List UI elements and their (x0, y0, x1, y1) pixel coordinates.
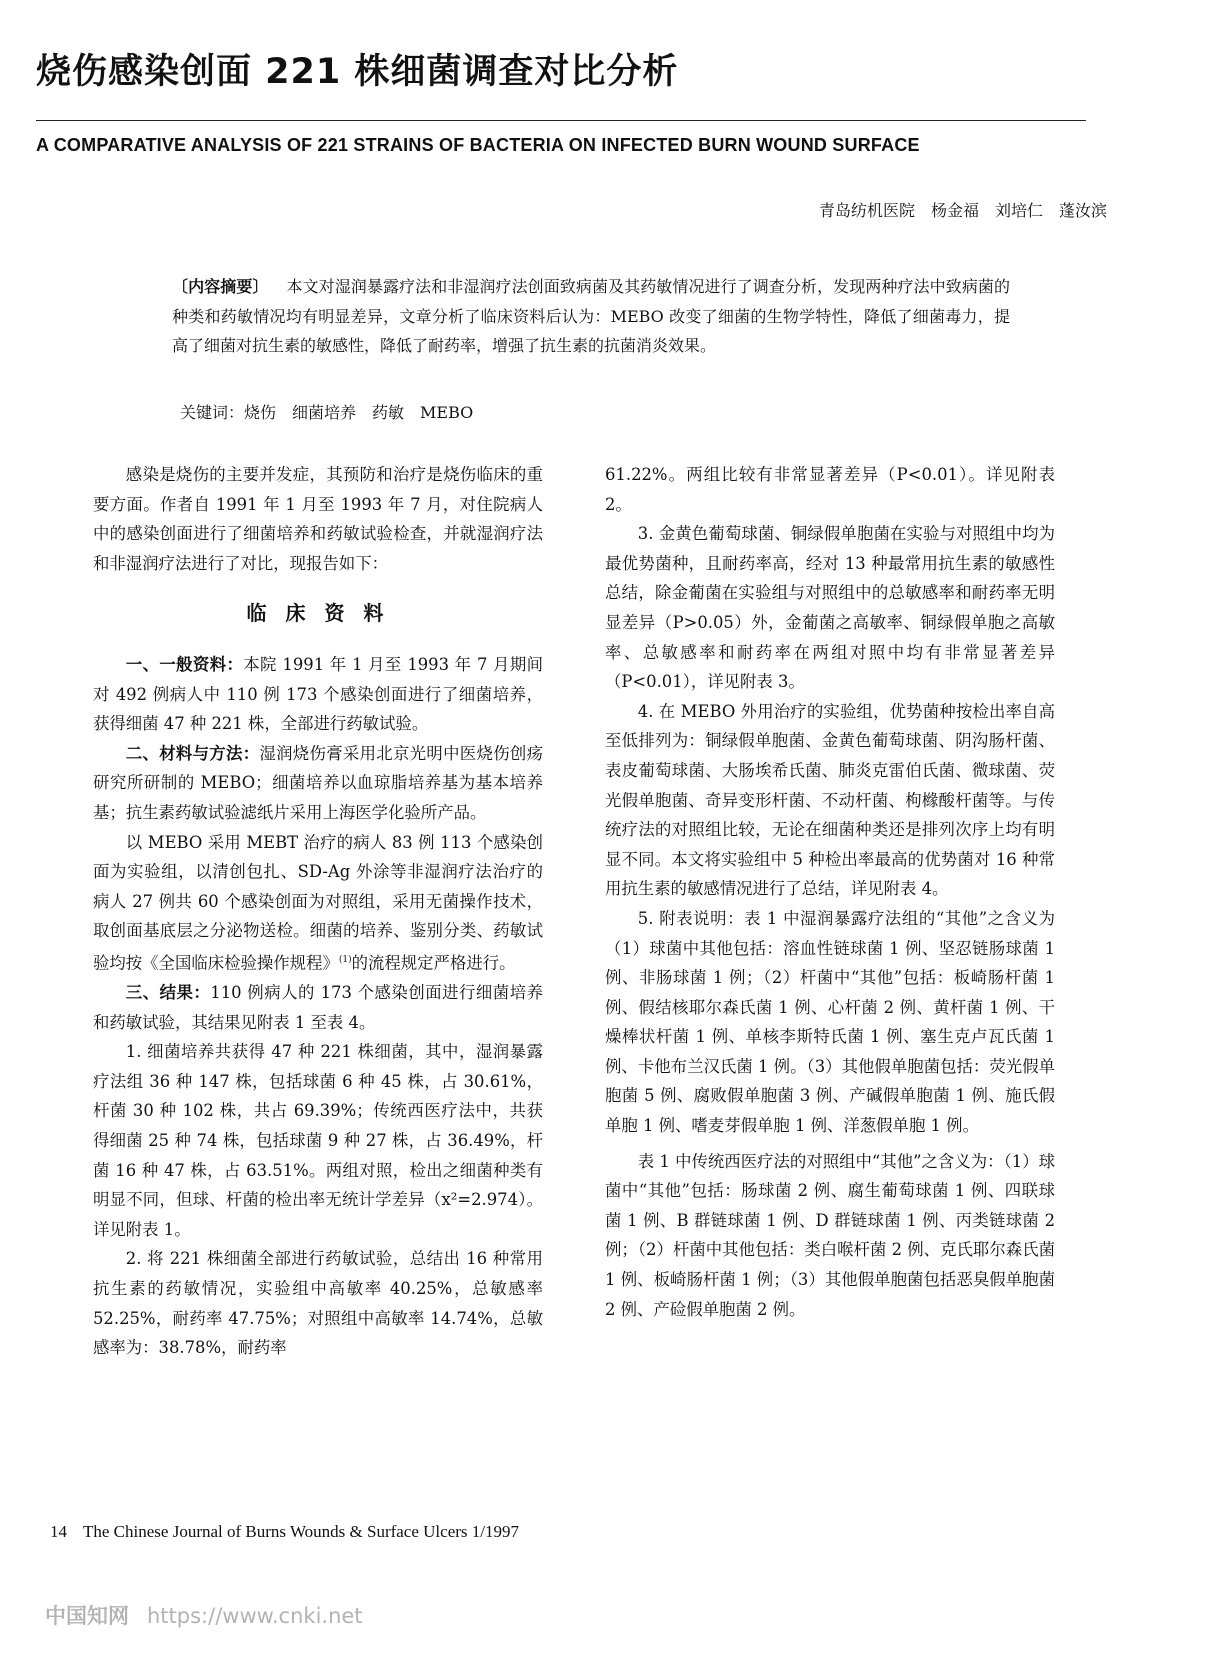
general-data-text: 本院 1991 年 1 月至 1993 年 7 月期间对 492 例病人中 110 例 173 个感染创面进行了细菌培养，获得细菌 47 种 221 株，全部进行药敏试验。 (93, 654, 543, 734)
result-4-paragraph: 4. 在 MEBO 外用治疗的实验组，优势菌种按检出率自高至低排列为：铜绿假单胞菌、金黄色葡萄球菌、阴沟肠杆菌、表皮葡萄球菌、大肠埃希氏菌、肺炎克雷伯氏菌、微球菌、荧光假单胞菌、奇异变形杆菌、不动杆菌、枸橼酸杆菌等。与传统疗法的对照组比较，无论在细菌种类还是排列次序上均有明显不同。本文将实验组中 5 种检出率最高的优势菌对 16 种常用抗生素的敏感情况进行了总结，详见附表 4。 (605, 701, 1055, 899)
methods-paragraph (93, 739, 543, 828)
groups-text: 以 MEBO 采用 MEBT 治疗的病人 83 例 113 个感染创面为实验组，以清创包扎、SD-Ag 外涂等非湿润疗法治疗的病人 27 例共 60 个感染创面为对照组，采用无菌操作技术，取创面基底层之分泌物送检。细菌的培养、鉴别分类、药敏试验均按《全国临床检验操作规程》 (93, 832, 543, 973)
methods-label: 二、材料与方法： (125, 743, 260, 763)
authors: 青岛纺机医院 杨金福 刘培仁 蓬汝滨 (818, 201, 1107, 220)
abstract (172, 272, 1010, 361)
general-data-label: 一、一般资料： (125, 654, 244, 674)
abstract-text: 本文对湿润暴露疗法和非湿润疗法创面致病菌及其药敏情况进行了调查分析，发现两种疗法中致病菌的种类和药敏情况均有明显差异，文章分析了临床资料后认为：MEBO 改变了细菌的生物学特性，降低了细菌毒力，提高了细菌对抗生素的敏感性，降低了耐药率，增强了抗生素的抗菌消炎效果。 (172, 277, 1010, 355)
section-heading: 临 床 资 料 (246, 601, 390, 626)
reference-mark: (1) (338, 954, 352, 965)
right-column (605, 460, 1055, 1324)
results-label: 三、结果： (125, 982, 211, 1002)
page-footer (50, 1522, 519, 1542)
groups-text-tail: 的流程规定严格进行。 (351, 953, 516, 973)
watermark-url: https://www.cnki.net (147, 1604, 363, 1628)
methods-text: 湿润烧伤膏采用北京光明中医烧伤创疡研究所研制的 MEBO；细菌培养以血琼脂培养基为基本培养基；抗生素药敏试验滤纸片采用上海医学化验所产品。 (93, 743, 544, 822)
results-text: 110 例病人的 173 个感染创面进行细菌培养和药敏试验，其结果见附表 1 至表 4。 (93, 982, 543, 1032)
result-2-paragraph: 2. 将 221 株细菌全部进行药敏试验，总结出 16 种常用抗生素的药敏情况，实验组中高敏率 40.25%，总敏感率 52.25%，耐药率 47.75%；对照组中高敏率 14.74%，总敏感率为：38.78%，耐药率 (93, 1249, 543, 1358)
paper-title: 烧伤感染创面 221 株细菌调查对比分析 (36, 52, 679, 92)
page-number: 14 (50, 1522, 67, 1541)
result-5-paragraph: 5. 附表说明：表 1 中湿润暴露疗法组的“其他”之含义为（1）球菌中其他包括：溶血性链球菌 1 例、坚忍链肠球菌 1 例、非肠球菌 1 例；（2）杆菌中“其他”包括：板崎肠杆菌 1 例、假结核耶尔森氏菌 1 例、心杆菌 2 例、黄杆菌 1 例、干燥棒状杆菌 1 例、单核李斯特氏菌 1 例、塞生克卢瓦氏菌 1 例、卡他布兰汉氏菌 1 例。（3）其他假单胞菌包括：荧光假单胞菌 5 例、腐败假单胞菌 3 例、产碱假单胞菌 1 例、施氏假单胞 1 例、嗜麦芽假单胞 1 例、洋葱假单胞 1 例。 (605, 908, 1055, 1136)
result-2-continuation: 61.22%。两组比较有非常显著差异（P<0.01）。详见附表 2。 (605, 465, 1055, 514)
left-column (93, 460, 543, 1363)
abstract-label: 〔内容摘要〕 (172, 277, 269, 296)
result-3-paragraph: 3. 金黄色葡萄球菌、铜绿假单胞菌在实验与对照组中均为最优势菌种，且耐药率高，经对 13 种最常用抗生素的敏感性总结，除金葡菌在实验组与对照组中的总敏感率和耐药率无明显差异（P>0.05）外，金葡菌之高敏率、铜绿假单胞之高敏率、总敏感率和耐药率在两组对照中均有非常显著差异（P<0.01），详见附表 3。 (605, 524, 1055, 692)
title-rule (36, 120, 1086, 121)
intro-paragraph: 感染是烧伤的主要并发症，其预防和治疗是烧伤临床的重要方面。作者自 1991 年 1 月至 1993 年 7 月，对住院病人中的感染创面进行了细菌培养和药敏试验检查，并就湿润疗法和非湿润疗法进行了对比，现报告如下： (93, 465, 543, 573)
keywords: 关键词：烧伤 细菌培养 药敏 MEBO (180, 403, 474, 422)
groups-paragraph (93, 828, 543, 978)
results-paragraph (93, 978, 543, 1037)
result-6-paragraph: 表 1 中传统西医疗法的对照组中“其他”之含义为：（1）球菌中“其他”包括：肠球菌 2 例、腐生葡萄球菌 1 例、四联球菌 1 例、B 群链球菌 1 例、D 群链球菌 1 例、丙类链球菌 2 例；（2）杆菌中其他包括：类白喉杆菌 2 例、克氏耶尔森氏菌 1 例、板崎肠杆菌 1 例；（3）其他假单胞菌包括恶臭假单胞菌 2 例、产硷假单胞菌 2 例。 (605, 1151, 1055, 1319)
result-1-paragraph: 1. 细菌培养共获得 47 种 221 株细菌，其中，湿润暴露疗法组 36 种 147 株，包括球菌 6 种 45 株，占 30.61%，杆菌 30 种 102 株，共占 69.39%；传统西医疗法中，共获得细菌 25 种 74 株，包括球菌 9 种 27 株，占 36.49%，杆菌 16 种 47 株，占 63.51%。两组对照，检出之细菌种类有明显不同，但球、杆菌的检出率无统计学差异（x²=2.974）。详见附表 1。 (93, 1042, 543, 1239)
general-data-paragraph (93, 650, 543, 739)
english-title: A COMPARATIVE ANALYSIS OF 221 STRAINS OF BACTERIA ON INFECTED BURN WOUND SURFACE (36, 135, 920, 155)
cnki-watermark (45, 1600, 363, 1630)
watermark-cn: 中国知网 (45, 1604, 129, 1628)
journal-name: The Chinese Journal of Burns Wounds & Surface Ulcers 1/1997 (83, 1522, 519, 1541)
